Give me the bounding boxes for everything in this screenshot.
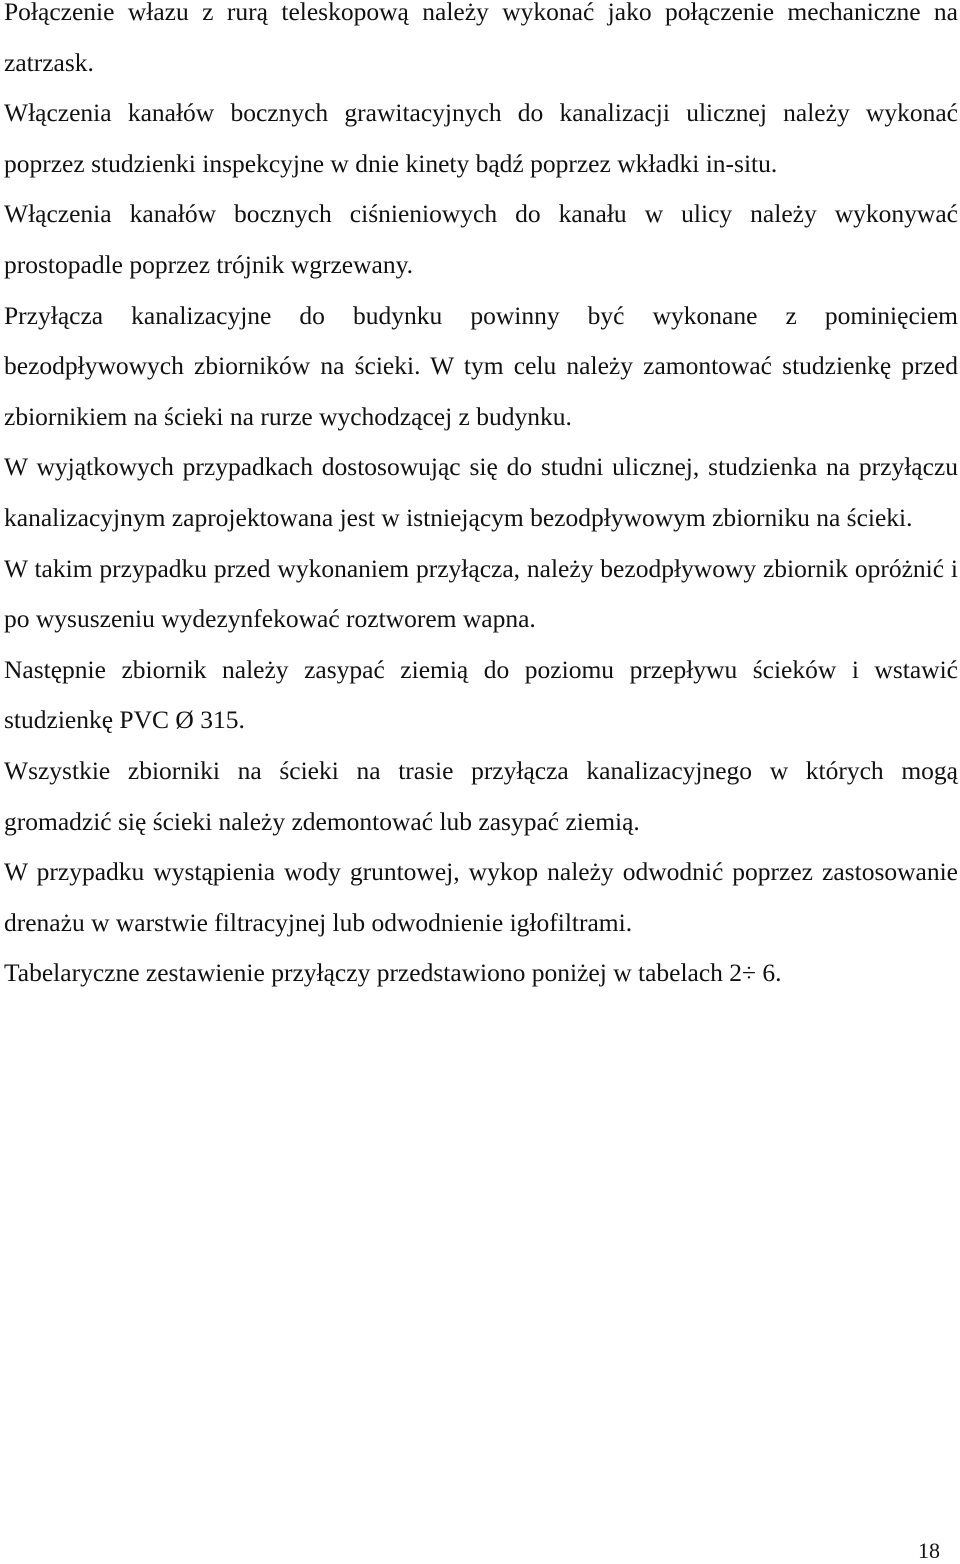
page-number: 18 [918,1538,940,1563]
paragraph-8: Wszystkie zbiorniki na ścieki na trasie przyłącza kanalizacyjnego w których mogą gromadzić się ścieki należy zdemontować lub zasypać ziemią. [4,755,958,836]
paragraph-10: Tabelaryczne zestawienie przyłączy przedstawiono poniżej w tabelach 2÷ 6. [4,958,782,988]
document-body [4,0,958,999]
paragraph-6: W takim przypadku przed wykonaniem przyłącza, należy bezodpływowy zbiornik opróżnić i po wysuszeniu wydezynfekować roztworem wapna. [4,553,958,634]
paragraph-5: W wyjątkowych przypadkach dostosowując się do studni ulicznej, studzienka na przyłączu kanalizacyjnym zaprojektowana jest w istniejącym bezodpływowym zbiorniku na ścieki. [4,452,958,532]
paragraph-2: Włączenia kanałów bocznych grawitacyjnych do kanalizacji ulicznej należy wykonać poprzez studzienki inspekcyjne w dnie kinety bądź poprzez wkładki in-situ. [4,98,958,178]
paragraph-1: Połączenie włazu z rurą teleskopową należy wykonać jako połączenie mechaniczne na zatrzask. [4,0,958,77]
paragraph-7: Następnie zbiornik należy zasypać ziemią do poziomu przepływu ścieków i wstawić studzienkę PVC Ø 315. [4,654,958,735]
paragraph-4: Przyłącza kanalizacyjne do budynku powinny być wykonane z pominięciem bezodpływowych zbiorników na ścieki. W tym celu należy zamontować studzienkę przed zbiornikiem na ścieki na rurze wychodzącej z budynku. [4,300,958,431]
paragraph-9: W przypadku wystąpienia wody gruntowej, wykop należy odwodnić poprzez zastosowanie drenażu w warstwie filtracyjnej lub odwodnienie igłofiltrami. [4,857,958,937]
paragraph-3: Włączenia kanałów bocznych ciśnieniowych do kanału w ulicy należy wykonywać prostopadle poprzez trójnik wgrzewany. [4,199,958,279]
